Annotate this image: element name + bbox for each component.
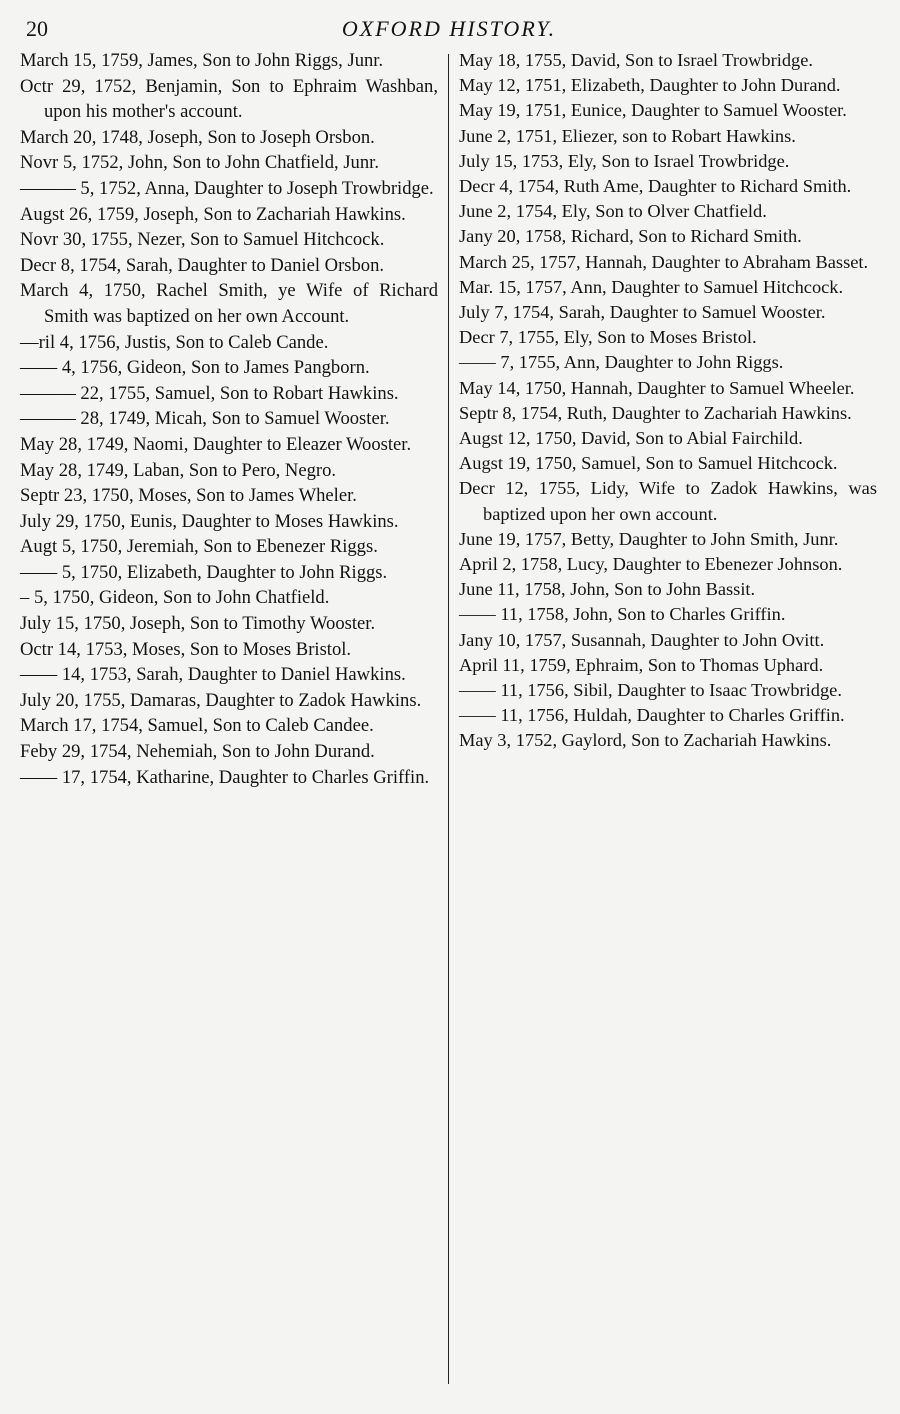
baptism-entry: Decr 12, 1755, Lidy, Wife to Zadok Hawkins, was baptized upon her own account. xyxy=(459,478,877,524)
baptism-entry: —— 7, 1755, Ann, Daughter to John Riggs. xyxy=(459,352,784,373)
baptism-entry: Decr 8, 1754, Sarah, Daughter to Daniel Orsbon. xyxy=(20,254,385,276)
baptism-entry: —— 5, 1750, Elizabeth, Daughter to John Riggs. xyxy=(20,561,388,583)
baptism-entry: Feby 29, 1754, Nehemiah, Son to John Durand. xyxy=(20,741,375,763)
baptism-entry: March 15, 1759, James, Son to John Riggs, Junr. xyxy=(20,50,384,71)
baptism-entry: —— 17, 1754, Katharine, Daughter to Charles Griffin. xyxy=(20,766,430,788)
baptism-entry: Augst 26, 1759, Joseph, Son to Zachariah Hawkins. xyxy=(20,203,406,225)
baptism-entry: —— 11, 1756, Sibil, Daughter to Isaac Trowbridge. xyxy=(459,680,842,701)
baptism-entry: May 19, 1751, Eunice, Daughter to Samuel Wooster. xyxy=(459,100,847,121)
baptism-entry: —ril 4, 1756, Justis, Son to Caleb Cande. xyxy=(20,331,329,353)
baptism-entry: July 20, 1755, Damaras, Daughter to Zadok Hawkins. xyxy=(20,689,422,711)
baptism-entry: March 17, 1754, Samuel, Son to Caleb Candee. xyxy=(20,715,374,737)
baptism-entry: April 11, 1759, Ephraim, Son to Thomas Uphard. xyxy=(459,654,824,675)
baptism-entry: June 2, 1754, Ely, Son to Olver Chatfield. xyxy=(459,201,767,222)
baptism-entry: May 18, 1755, David, Son to Israel Trowbridge. xyxy=(459,50,814,70)
baptism-entry: March 20, 1748, Joseph, Son to Joseph Orsbon. xyxy=(20,126,375,148)
baptism-entry: —— 14, 1753, Sarah, Daughter to Daniel Hawkins. xyxy=(20,664,406,686)
baptism-entry: – 5, 1750, Gideon, Son to John Chatfield. xyxy=(20,587,330,609)
right-column xyxy=(449,48,877,1408)
baptism-entry: May 28, 1749, Naomi, Daughter to Eleazer Wooster. xyxy=(20,433,412,455)
baptism-entry: March 4, 1750, Rachel Smith, ye Wife of Richard Smith was baptized on her own Account. xyxy=(20,280,438,327)
baptism-entry: June 2, 1751, Eliezer, son to Robart Hawkins. xyxy=(459,125,796,146)
baptism-entry: Augst 12, 1750, David, Son to Abial Fairchild. xyxy=(459,428,803,449)
baptism-entry: Mar. 15, 1757, Ann, Daughter to Samuel Hitchcock. xyxy=(459,276,844,297)
baptism-entry: Jany 10, 1757, Susannah, Daughter to John Ovitt. xyxy=(459,629,825,650)
baptism-entry: July 7, 1754, Sarah, Daughter to Samuel Wooster. xyxy=(459,302,826,323)
baptism-entry: Decr 4, 1754, Ruth Ame, Daughter to Richard Smith. xyxy=(459,176,852,197)
baptism-register xyxy=(20,48,878,1408)
baptism-entry: Augst 19, 1750, Samuel, Son to Samuel Hitchcock. xyxy=(459,453,838,474)
baptism-entry: July 15, 1753, Ely, Son to Israel Trowbridge. xyxy=(459,150,790,171)
baptism-entry: March 25, 1757, Hannah, Daughter to Abraham Basset. xyxy=(459,251,869,272)
baptism-entry: ——— 5, 1752, Anna, Daughter to Joseph Trowbridge. xyxy=(20,177,434,199)
baptism-entry: May 12, 1751, Elizabeth, Daughter to John Durand. xyxy=(459,75,841,96)
baptism-entry: July 15, 1750, Joseph, Son to Timothy Wooster. xyxy=(20,613,376,635)
baptism-entry: ——— 28, 1749, Micah, Son to Samuel Wooster. xyxy=(20,408,390,430)
baptism-entry: June 11, 1758, John, Son to John Bassit. xyxy=(459,579,756,600)
baptism-entry: Decr 7, 1755, Ely, Son to Moses Bristol. xyxy=(459,327,757,348)
baptism-entry: July 29, 1750, Eunis, Daughter to Moses Hawkins. xyxy=(20,510,399,532)
baptism-entry: ——— 22, 1755, Samuel, Son to Robart Hawkins. xyxy=(20,382,399,404)
running-title: OXFORD HISTORY. xyxy=(341,16,557,41)
baptism-entry: April 2, 1758, Lucy, Daughter to Ebenezer Johnson. xyxy=(459,554,843,575)
baptism-entry: —— 11, 1756, Huldah, Daughter to Charles Griffin. xyxy=(459,705,845,726)
baptism-entry: Octr 14, 1753, Moses, Son to Moses Bristol. xyxy=(20,638,352,660)
baptism-entry: —— 4, 1756, Gideon, Son to James Pangborn. xyxy=(20,357,370,379)
baptism-entry: Novr 30, 1755, Nezer, Son to Samuel Hitchcock. xyxy=(20,229,385,251)
page-header xyxy=(20,12,878,48)
left-column xyxy=(20,48,448,1408)
baptism-entry: May 3, 1752, Gaylord, Son to Zachariah Hawkins. xyxy=(459,730,832,751)
baptism-entry: Jany 20, 1758, Richard, Son to Richard Smith. xyxy=(459,226,802,247)
baptism-entry: Septr 23, 1750, Moses, Son to James Wheler. xyxy=(20,485,357,507)
baptism-entry: May 28, 1749, Laban, Son to Pero, Negro. xyxy=(20,459,337,481)
page-number: 20 xyxy=(26,16,48,41)
baptism-entry: Octr 29, 1752, Benjamin, Son to Ephraim Washban, upon his mother's account. xyxy=(20,75,438,123)
baptism-entry: May 14, 1750, Hannah, Daughter to Samuel Wheeler. xyxy=(459,377,855,398)
baptism-entry: Augt 5, 1750, Jeremiah, Son to Ebenezer Riggs. xyxy=(20,536,378,558)
baptism-entry: —— 11, 1758, John, Son to Charles Griffin. xyxy=(459,604,786,625)
baptism-entry: June 19, 1757, Betty, Daughter to John Smith, Junr. xyxy=(459,528,839,549)
baptism-entry: Novr 5, 1752, John, Son to John Chatfield, Junr. xyxy=(20,152,379,174)
baptism-entry: Septr 8, 1754, Ruth, Daughter to Zachariah Hawkins. xyxy=(459,402,852,423)
